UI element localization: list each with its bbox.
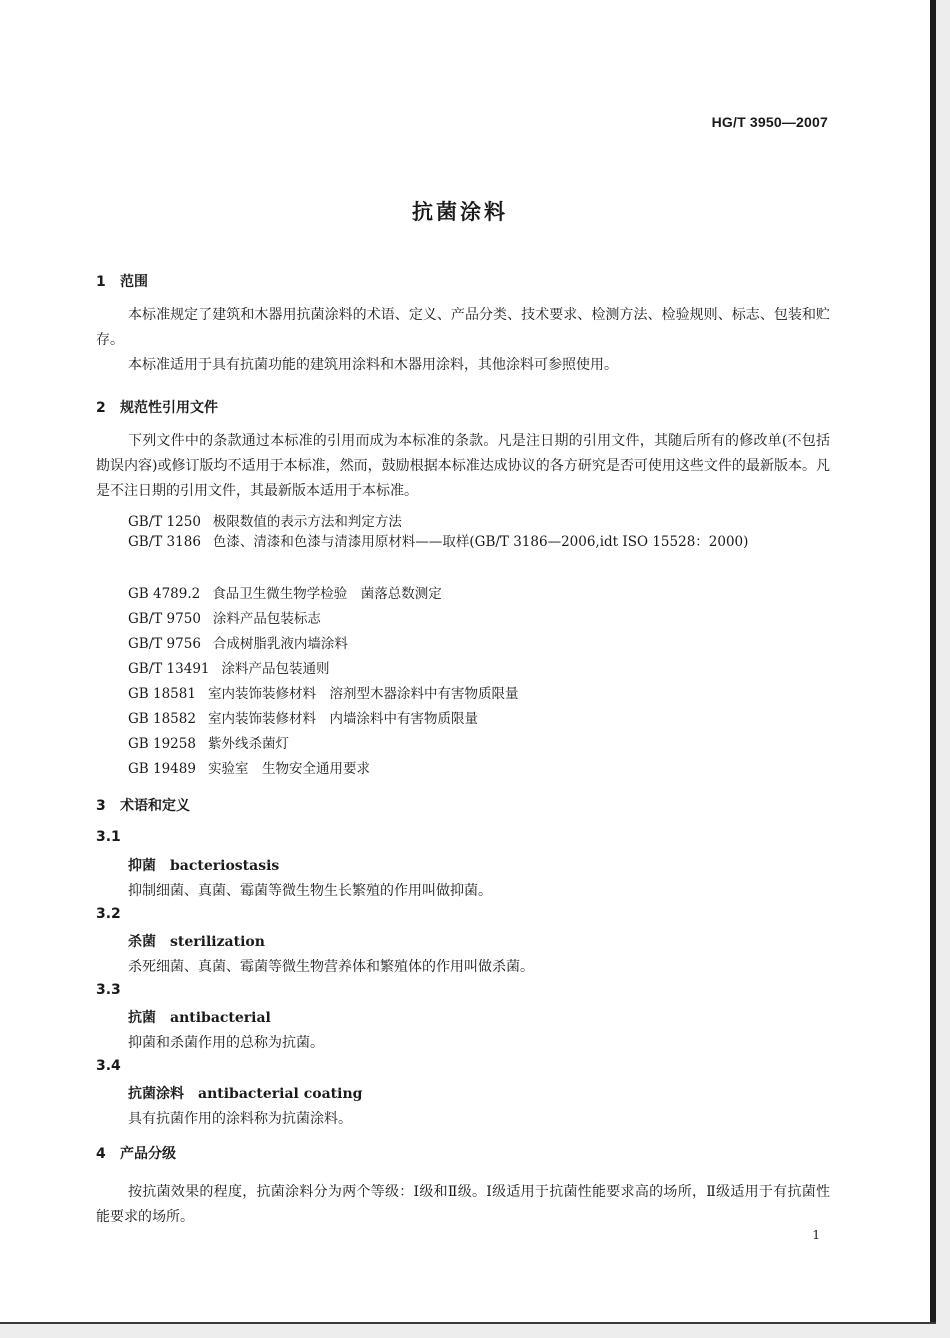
term-zh: 抗菌涂料 xyxy=(128,1086,184,1102)
reference-title: 食品卫生微生物学检验 菌落总数测定 xyxy=(212,586,442,602)
section-number: 2 xyxy=(96,400,106,416)
reference-code: GB 4789.2 xyxy=(128,586,201,602)
clause-number: 3.2 xyxy=(96,906,121,922)
reference-title: 室内装饰装修材料 内墙涂料中有害物质限量 xyxy=(207,711,478,727)
page-edge-bottom xyxy=(0,1324,950,1338)
term-en: antibacterial xyxy=(170,1010,271,1026)
reference-code: GB/T 9756 xyxy=(128,636,201,652)
reference-code: GB/T 9750 xyxy=(128,611,201,627)
section-1-heading xyxy=(96,271,148,291)
standard-code: HG/T 3950—2007 xyxy=(711,114,828,130)
reference-code: GB/T 13491 xyxy=(128,661,210,677)
section-2-heading xyxy=(96,397,218,417)
clause-number: 3.4 xyxy=(96,1058,121,1074)
section-4-paragraph: 按抗菌效果的程度，抗菌涂料分为两个等级：Ⅰ级和Ⅱ级。Ⅰ级适用于抗菌性能要求高的场所，Ⅱ级适用于有抗菌性能要求的场所。 xyxy=(96,1184,830,1225)
reference-code: GB 18581 xyxy=(128,686,196,702)
clause-number: 3.3 xyxy=(96,982,121,998)
reference-title: 涂料产品包装通则 xyxy=(221,661,330,677)
term-zh: 抑菌 xyxy=(128,858,156,874)
section-number: 3 xyxy=(96,798,106,814)
reference-item xyxy=(128,632,348,652)
term-definition: 抑菌和杀菌作用的总称为抗菌。 xyxy=(128,1035,324,1051)
reference-title: 合成树脂乳液内墙涂料 xyxy=(212,636,348,652)
reference-title: 实验室 生物安全通用要求 xyxy=(207,761,370,777)
term-en: sterilization xyxy=(170,934,265,950)
page-edge-shadow xyxy=(936,0,950,1338)
reference-code: GB/T 1250 xyxy=(128,514,201,530)
clause-number: 3.1 xyxy=(96,829,121,845)
reference-item xyxy=(128,510,402,530)
reference-item xyxy=(128,682,518,702)
reference-item xyxy=(128,657,330,677)
reference-title: 极限数值的表示方法和判定方法 xyxy=(212,514,402,530)
section-2-intro: 下列文件中的条款通过本标准的引用而成为本标准的条款。凡是注日期的引用文件，其随后所有的修改单(不包括勘误内容)或修订版均不适用于本标准，然而，鼓励根据本标准达成协议的各方研究是否可使用这些文件的最新版本。凡是不注日期的引用文件，其最新版本适用于本标准。 xyxy=(96,433,830,499)
term-entry xyxy=(128,931,265,951)
reference-item xyxy=(96,530,836,555)
document-title: 抗菌涂料 xyxy=(412,200,508,224)
reference-item xyxy=(128,607,321,627)
page-number: 1 xyxy=(812,1228,820,1242)
term-definition: 具有抗菌作用的涂料称为抗菌涂料。 xyxy=(128,1111,352,1127)
reference-code: GB/T 3186 xyxy=(128,534,201,550)
term-en: antibacterial coating xyxy=(198,1086,363,1102)
section-title: 范围 xyxy=(120,274,148,290)
section-title: 术语和定义 xyxy=(120,798,190,814)
reference-item xyxy=(128,582,442,602)
reference-title: 紫外线杀菌灯 xyxy=(207,736,289,752)
reference-item xyxy=(128,707,478,727)
term-zh: 抗菌 xyxy=(128,1010,156,1026)
section-title: 规范性引用文件 xyxy=(120,400,218,416)
term-zh: 杀菌 xyxy=(128,934,156,950)
section-3-heading xyxy=(96,795,190,815)
reference-item xyxy=(128,757,370,777)
reference-title: 色漆、清漆和色漆与清漆用原材料——取样(GB/T 3186—2006,idt ISO 15528：2000) xyxy=(212,534,749,550)
term-en: bacteriostasis xyxy=(170,858,280,874)
section-title: 产品分级 xyxy=(120,1146,176,1162)
reference-item xyxy=(128,732,289,752)
term-entry xyxy=(128,1007,271,1027)
reference-code: GB 19258 xyxy=(128,736,196,752)
section-1-paragraph-1: 本标准规定了建筑和木器用抗菌涂料的术语、定义、产品分类、技术要求、检测方法、检验规则、标志、包装和贮存。 xyxy=(96,307,830,348)
term-definition: 杀死细菌、真菌、霉菌等微生物营养体和繁殖体的作用叫做杀菌。 xyxy=(128,959,534,975)
term-entry xyxy=(128,855,279,875)
reference-title: 涂料产品包装标志 xyxy=(212,611,321,627)
term-entry xyxy=(128,1083,362,1103)
section-1-paragraph-2: 本标准适用于具有抗菌功能的建筑用涂料和木器用涂料，其他涂料可参照使用。 xyxy=(128,357,618,373)
page-edge-right xyxy=(930,0,936,1338)
reference-title: 室内装饰装修材料 溶剂型木器涂料中有害物质限量 xyxy=(207,686,519,702)
reference-code: GB 18582 xyxy=(128,711,196,727)
term-definition: 抑制细菌、真菌、霉菌等微生物生长繁殖的作用叫做抑菌。 xyxy=(128,883,492,899)
section-4-heading xyxy=(96,1143,176,1163)
section-number: 1 xyxy=(96,274,106,290)
page-edge-bottom-line xyxy=(0,1322,936,1324)
reference-code: GB 19489 xyxy=(128,761,196,777)
section-number: 4 xyxy=(96,1146,106,1162)
